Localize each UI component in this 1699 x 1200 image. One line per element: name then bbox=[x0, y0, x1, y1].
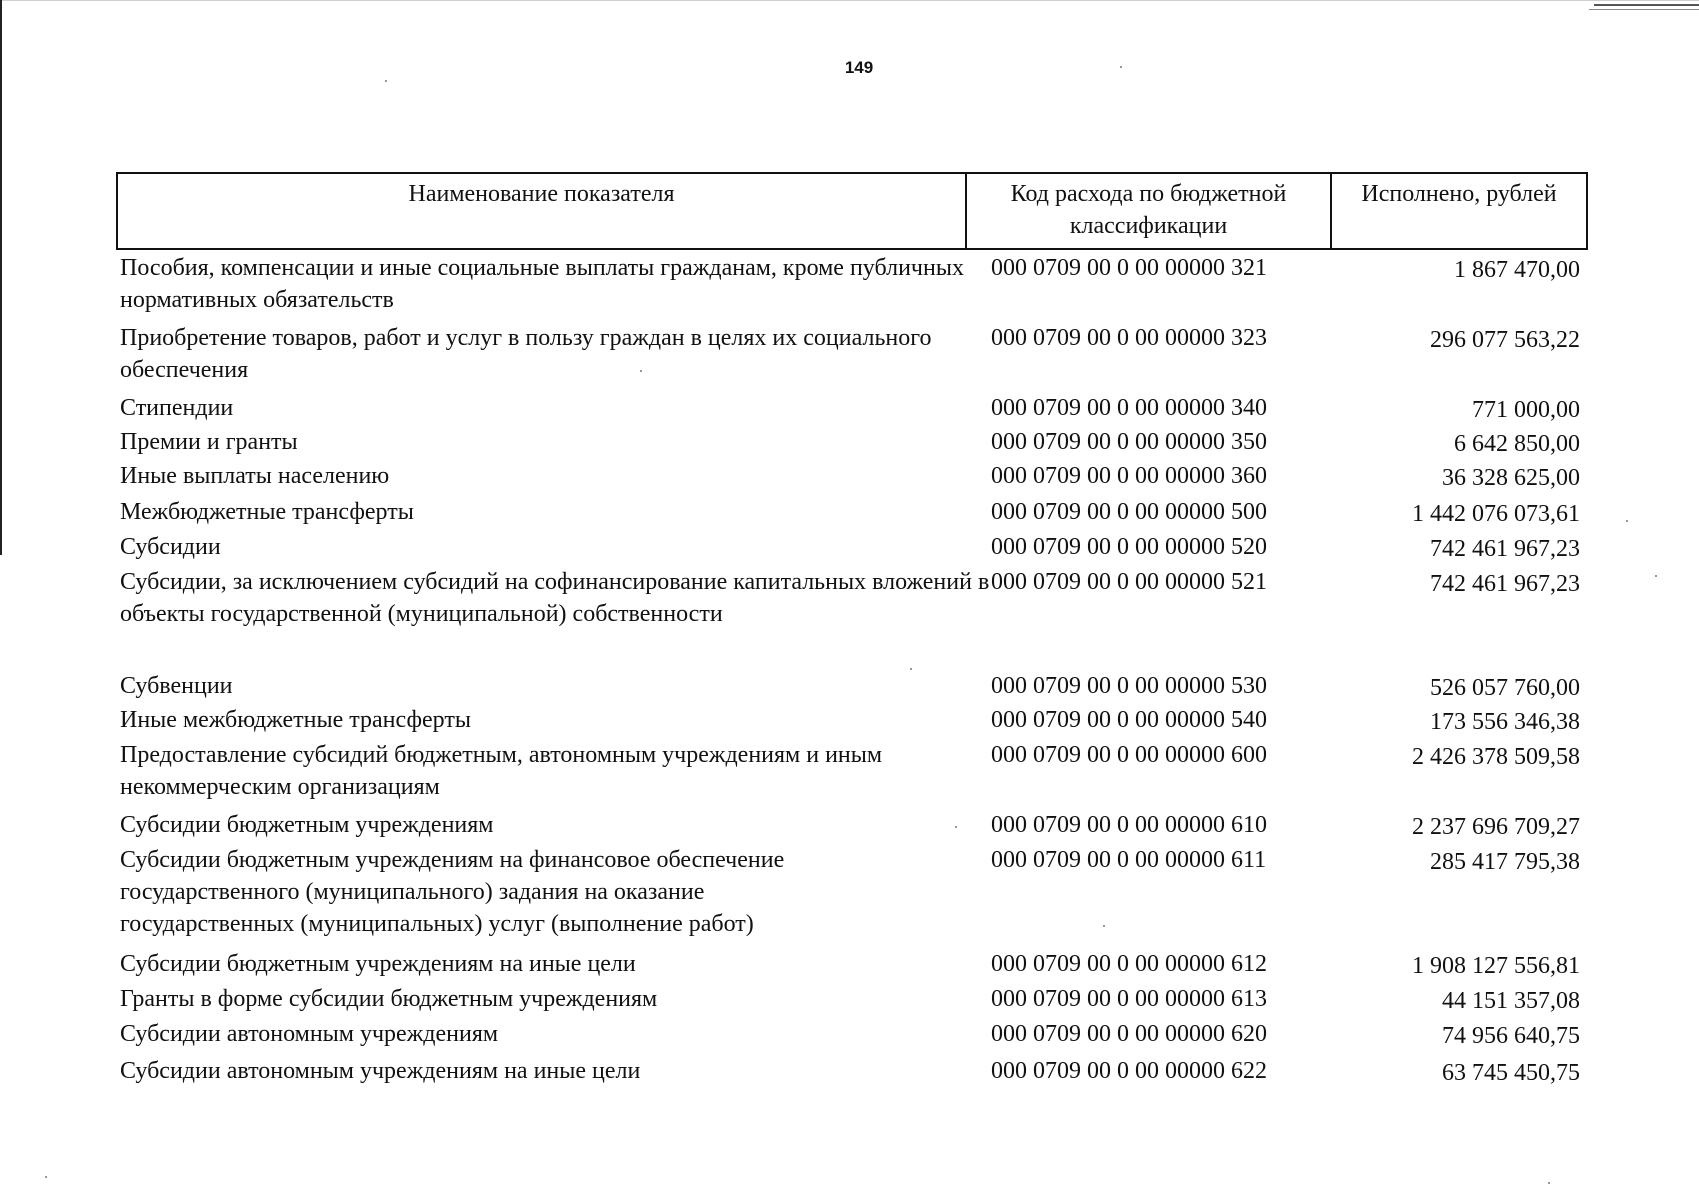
scan-speck bbox=[1626, 520, 1628, 522]
row-code: 000 0709 00 0 00 00000 610 bbox=[991, 812, 1267, 838]
scan-speck bbox=[385, 80, 387, 82]
row-name: Межбюджетные трансферты bbox=[120, 499, 414, 525]
table-header bbox=[116, 172, 1588, 250]
scan-speck bbox=[640, 370, 642, 372]
table-row bbox=[120, 1018, 1590, 1055]
row-name: Субсидии бюджетным учреждениям на финансовое обеспечение государственного (муниципального) задания на оказание государственных (муниципальных) услуг (выполнение работ) bbox=[120, 847, 785, 937]
row-name: Гранты в форме субсидии бюджетным учреждениям bbox=[120, 986, 658, 1012]
row-amount: 63 745 450,75 bbox=[1442, 1060, 1580, 1086]
scan-left-edge bbox=[0, 0, 2, 555]
table-row bbox=[120, 426, 1590, 460]
row-amount: 285 417 795,38 bbox=[1430, 849, 1580, 875]
row-name: Субвенции bbox=[120, 673, 233, 699]
row-amount: 771 000,00 bbox=[1472, 397, 1580, 423]
row-code: 000 0709 00 0 00 00000 360 bbox=[991, 463, 1267, 489]
table-row bbox=[120, 844, 1590, 948]
header-code-column: Код расхода по бюджетной классификации bbox=[967, 174, 1332, 248]
header-name-column: Наименование показателя bbox=[118, 174, 967, 248]
table-row bbox=[120, 704, 1590, 739]
scan-speck bbox=[1103, 925, 1105, 927]
row-amount: 6 642 850,00 bbox=[1454, 431, 1580, 457]
row-code: 000 0709 00 0 00 00000 540 bbox=[991, 707, 1267, 733]
table-row bbox=[120, 739, 1590, 809]
header-amount-column: Исполнено, рублей bbox=[1361, 181, 1557, 207]
row-amount: 1 867 470,00 bbox=[1454, 257, 1580, 283]
row-name: Приобретение товаров, работ и услуг в пользу граждан в целях их социального обеспечения bbox=[120, 325, 932, 383]
row-code: 000 0709 00 0 00 00000 613 bbox=[991, 986, 1267, 1012]
row-code: 000 0709 00 0 00 00000 520 bbox=[991, 534, 1267, 560]
table-row bbox=[120, 948, 1590, 983]
row-name: Предоставление субсидий бюджетным, автономным учреждениям и иным некоммерческим организациям bbox=[120, 742, 883, 800]
row-code: 000 0709 00 0 00 00000 340 bbox=[991, 395, 1267, 421]
row-amount: 742 461 967,23 bbox=[1430, 571, 1580, 597]
row-amount: 742 461 967,23 bbox=[1430, 536, 1580, 562]
row-name: Пособия, компенсации и иные социальные выплаты гражданам, кроме публичных нормативных обязательств bbox=[120, 255, 964, 313]
table-row bbox=[120, 392, 1590, 426]
row-code: 000 0709 00 0 00 00000 350 bbox=[991, 429, 1267, 455]
scan-speck bbox=[1120, 66, 1122, 68]
row-name: Премии и гранты bbox=[120, 429, 298, 455]
table-row bbox=[120, 670, 1590, 704]
row-name: Субсидии, за исключением субсидий на софинансирование капитальных вложений в объекты государственной (муниципальной) собственности bbox=[120, 569, 990, 627]
table-row bbox=[120, 531, 1590, 566]
table-row bbox=[120, 496, 1590, 531]
table-body bbox=[120, 252, 1590, 1090]
row-name: Субсидии автономным учреждениям bbox=[120, 1021, 499, 1047]
table-row bbox=[120, 460, 1590, 496]
scan-corner-marks bbox=[1589, 0, 1699, 12]
scan-top-border bbox=[0, 0, 1699, 1]
scan-speck bbox=[1655, 575, 1657, 577]
row-name: Субсидии автономным учреждениям на иные цели bbox=[120, 1058, 641, 1084]
row-code: 000 0709 00 0 00 00000 323 bbox=[991, 325, 1267, 351]
row-code: 000 0709 00 0 00 00000 321 bbox=[991, 255, 1267, 281]
table-row bbox=[120, 809, 1590, 844]
row-name: Субсидии bbox=[120, 534, 221, 560]
table-row bbox=[120, 983, 1590, 1018]
row-code: 000 0709 00 0 00 00000 500 bbox=[991, 499, 1267, 525]
row-name: Иные выплаты населению bbox=[120, 463, 390, 489]
scan-speck bbox=[910, 668, 912, 670]
row-name: Субсидии бюджетным учреждениям bbox=[120, 812, 494, 838]
table-row bbox=[120, 1055, 1590, 1090]
row-amount: 173 556 346,38 bbox=[1430, 709, 1580, 735]
row-name: Стипендии bbox=[120, 395, 234, 421]
row-amount: 2 426 378 509,58 bbox=[1412, 744, 1580, 770]
row-name: Иные межбюджетные трансферты bbox=[120, 707, 471, 733]
scan-speck bbox=[45, 1176, 47, 1178]
row-amount: 526 057 760,00 bbox=[1430, 675, 1580, 701]
row-code: 000 0709 00 0 00 00000 600 bbox=[991, 742, 1267, 768]
scan-speck bbox=[955, 826, 957, 828]
scan-speck bbox=[1548, 1182, 1550, 1184]
row-amount: 44 151 357,08 bbox=[1442, 988, 1580, 1014]
row-amount: 36 328 625,00 bbox=[1442, 465, 1580, 491]
row-amount: 2 237 696 709,27 bbox=[1412, 814, 1580, 840]
row-code: 000 0709 00 0 00 00000 612 bbox=[991, 951, 1267, 977]
table-row bbox=[120, 252, 1590, 322]
row-code: 000 0709 00 0 00 00000 521 bbox=[991, 569, 1267, 595]
row-name: Субсидии бюджетным учреждениям на иные цели bbox=[120, 951, 636, 977]
page-number: 149 bbox=[844, 58, 874, 77]
row-code: 000 0709 00 0 00 00000 622 bbox=[991, 1058, 1267, 1084]
row-code: 000 0709 00 0 00 00000 530 bbox=[991, 673, 1267, 699]
table-row bbox=[120, 566, 1590, 670]
row-amount: 296 077 563,22 bbox=[1430, 327, 1580, 353]
row-code: 000 0709 00 0 00 00000 620 bbox=[991, 1021, 1267, 1047]
row-amount: 1 908 127 556,81 bbox=[1412, 953, 1580, 979]
row-amount: 74 956 640,75 bbox=[1442, 1023, 1580, 1049]
table-row bbox=[120, 322, 1590, 392]
row-code: 000 0709 00 0 00 00000 611 bbox=[991, 847, 1267, 873]
row-amount: 1 442 076 073,61 bbox=[1412, 501, 1580, 527]
